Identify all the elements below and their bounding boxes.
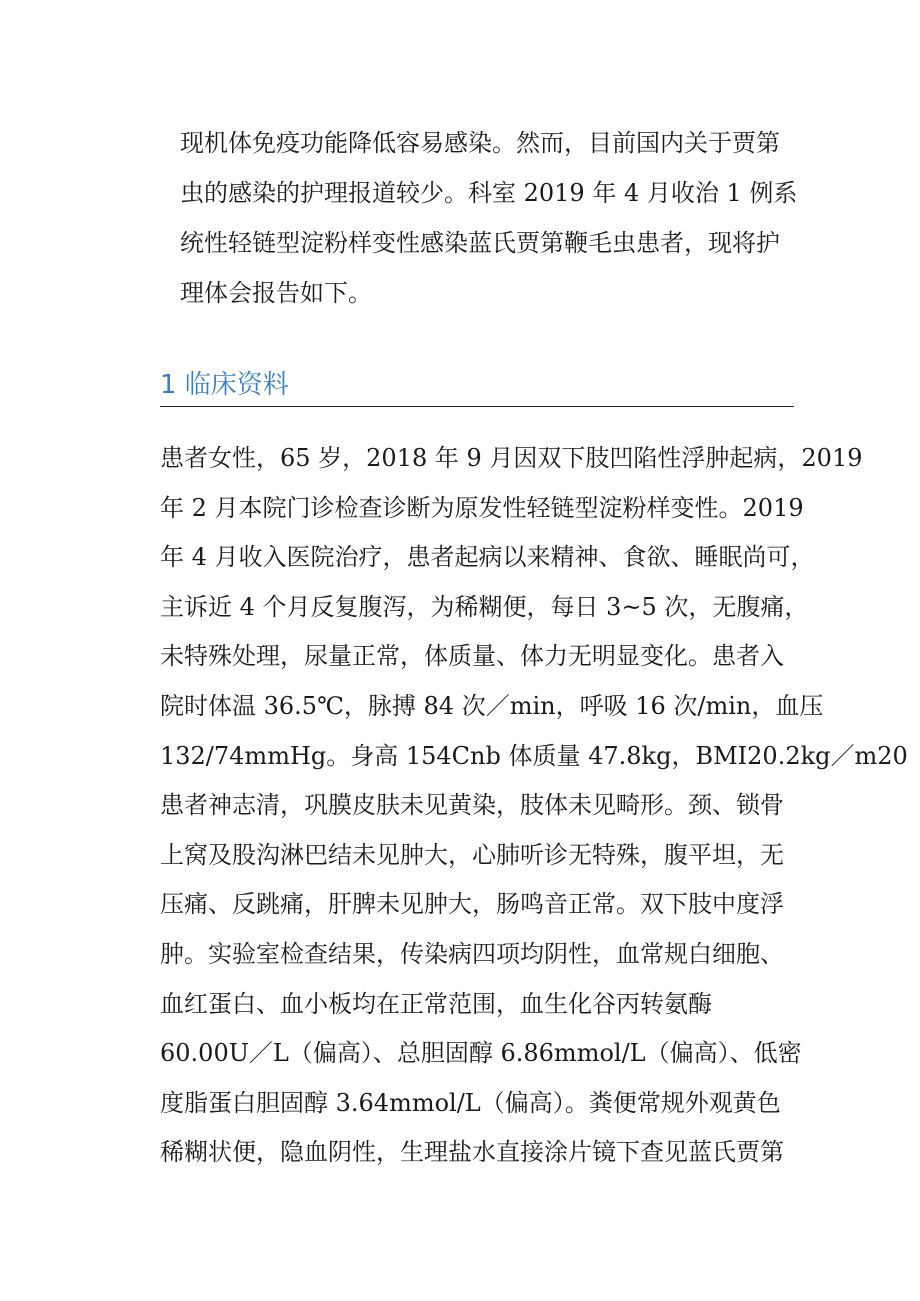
body-line: 患者神志清，巩膜皮肤未见黄染，肢体未见畸形。颈、锁骨 <box>160 791 784 820</box>
body-line: 未特殊处理，尿量正常，体质量、体力无明显变化。患者入 <box>160 642 784 671</box>
body-line: 稀糊状便，隐血阴性，生理盐水直接涂片镜下查见蓝氏贾第 <box>160 1138 784 1167</box>
body-line: 压痛、反跳痛，肝脾未见肿大，肠鸣音正常。双下肢中度浮 <box>160 890 784 919</box>
body-line: 血红蛋白、血小板均在正常范围，血生化谷丙转氨酶 <box>160 989 712 1018</box>
section-heading-text: 1 临床资料 <box>160 370 289 400</box>
body-line: 院时体温 36.5℃，脉搏 84 次／min，呼吸 16 次/min，血压 <box>160 691 824 720</box>
body-line: 60.00U／L（偏高）、总胆固醇 6.86mmol/L（偏高）、低密 <box>160 1039 802 1068</box>
body-line: 度脂蛋白胆固醇 3.64mmol/L（偏高）。粪便常规外观黄色 <box>160 1088 781 1117</box>
body-line: 年 4 月收入医院治疗，患者起病以来精神、食欲、睡眠尚可， <box>160 543 815 572</box>
body-line: 肿。实验室检查结果，传染病四项均阴性，血常规白细胞、 <box>160 939 784 968</box>
intro-line: 虫的感染的护理报道较少。科室 2019 年 4 月收治 1 例系 <box>180 179 798 207</box>
body-line: 患者女性，65 岁，2018 年 9 月因双下肢凹陷性浮肿起病，2019 <box>160 444 863 472</box>
clinical-data-paragraph <box>160 434 908 1178</box>
body-line: 主诉近 4 个月反复腹泻，为稀糊便，每日 3~5 次，无腹痛， <box>160 592 809 621</box>
body-line: 上窝及股沟淋巴结未见肿大，心肺听诊无特殊，腹平坦，无 <box>160 840 784 869</box>
intro-line: 现机体免疫功能降低容易感染。然而，目前国内关于贾第 <box>180 129 780 157</box>
intro-line: 统性轻链型淀粉样变性感染蓝氏贾第鞭毛虫患者，现将护 <box>180 229 780 257</box>
intro-line: 理体会报告如下。 <box>180 279 372 307</box>
intro-paragraph <box>180 118 820 318</box>
section-heading <box>160 368 794 407</box>
body-line: 年 2 月本院门诊检查诊断为原发性轻链型淀粉样变性。2019 <box>160 493 804 522</box>
body-line: 132/74mmHg。身高 154Cnb 体质量 47.8kg，BMI20.2kg／m20 <box>160 741 908 770</box>
